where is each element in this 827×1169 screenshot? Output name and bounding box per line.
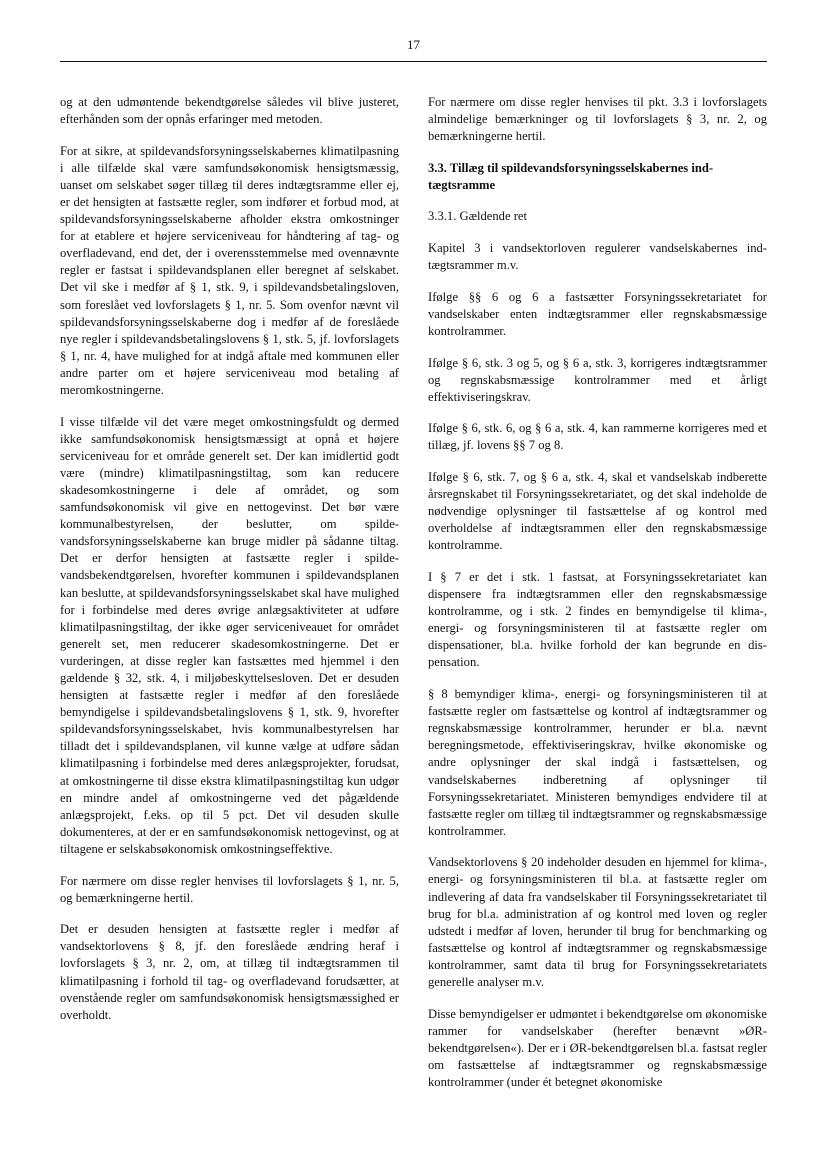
paragraph: Ifølge §§ 6 og 6 a fastsætter Forsyningssekretariatet for vandselskaber enten indtægtsrammer eller regnskabsmæssige kontrolrammer. [428,289,767,338]
paragraph: Kapitel 3 i vandsektorloven regulerer vandselskabernes indtægtsrammer m.v. [428,241,767,273]
left-column [60,94,399,1038]
paragraph: I § 7 er det i stk. 1 fastsat, at Forsyningssekretariatet kan dispensere fra indtægtsrammen eller den regnskabsmæssige kontrolramme, og i stk. 2 findes en bemyndigelse til klima-, energi- og forsyningsministeren til at fastsætte regler om dispensationer, bl.a. hvilke forhold der kan begrunde en dispensation. [428,569,767,670]
subsection-heading: 3.3.1. Gældende ret [428,209,527,224]
page-number: 17 [407,37,420,52]
paragraph: Disse bemyndigelser er udmøntet i bekendtgørelse om økonomiske rammer for vandselskaber (herefter benævnt »ØR-bekendtgørelsen«). Der er i ØR-bekendtgørelsen bl.a. fastsat regler om fastsættelse af indtægtsrammer og regnskabsmæssige kontrolrammer (under ét betegnet økonomiske [428,1006,767,1089]
paragraph: Ifølge § 6, stk. 3 og 5, og § 6 a, stk. 3, korrigeres indtægtsrammer og regnskabsmæssige kontrolrammer med et årligt effektiviseringskrav. [428,355,767,404]
paragraph: For at sikre, at spildevandsforsyningsselskabernes klimatilpasning i alle tilfælde skal være samfundsøkonomisk hensigtsmæssig, uanset om selskabet søger tillæg til deres indtægtsramme eller ej, er det hensigten at fastsætte regler, som indfører et forbud mod, at spildevandsforsyningsselskaberne afholder ekstra omkostninger for at etablere et højere serviceniveau for håndtering af tag- og overfladevand, end det, der i overensstemmelse med ovennævnte regler er fastsat i spildevandsplanen eller beregnet af selskabet. Det vil ske i medfør af § 1, stk. 9, i spildevandsbetalingsloven, som foreslået ved lovforslagets § 1, nr. 5. Som ovenfor nævnt vil spildevandsforsyningsselskaberne dog i medfør af de foreslåede nye regler i spildevandsbetalingslovens § 1, stk. 5, jf. lovforslagets § 1, nr. 4, have mulighed for at indgå aftale med kommunen eller andre parter om et højere serviceniveau mod betaling af meromkostningerne. [60,143,399,397]
paragraph: For nærmere om disse regler henvises til pkt. 3.3 i lovforslagets almindelige bemærkninger og til lovforslagets § 3, nr. 2, og bemærkningerne hertil. [428,95,767,144]
paragraph: § 8 bemyndiger klima-, energi- og forsyningsministeren til at fastsætte regler om fastsættelse og kontrol af indtægtsrammer og regnskabsmæssige kontrolrammer, herunder er bl.a. nævnt beregningsmetode, effektiviseringskrav, hvilke økonomiske og andre oplysninger der skal indgå i fastsættelsen, og vandselskabernes indberetning af oplysninger til Forsyningssekretariatet. Ministeren bemyndiges endvidere til at fastsætte regler om tillæg til indtægtsrammer og regnskabsmæssige kontrolrammer. [428,687,767,838]
paragraph: I visse tilfælde vil det være meget omkostningsfuldt og dermed ikke samfundsøkonomisk hensigtsmæssigt at opnå et højere serviceniveau for et område generelt set. Der kan imidlertid godt være (mindre) klimatilpasningstiltag, som kan reducere skadesomkostningerne i dele af området, og som samfundsøkonomisk vil give en nettogevinst. Det bør være kommunalbestyrelsen, der beslutter, om spildevandsforsyningsselskaberne kan bruge midler på sådanne tiltag. Det er derfor hensigten at fastsætte regler i spildevandsbekendtgørelsen, hvorefter kommunen i spildevandsplanen kan beslutte, at spildevandsforsyningsselskabet skal have mulighed for i forbindelse med deres øvrige anlægsaktiviteter at udføre klimatilpasningstiltag, der ikke øger serviceniveauet for området generelt set, men reducerer skadesomkostningerne. Det er vurderingen, at disse regler kan fastsættes med hjemmel i den gældende § 32, stk. 4, i miljøbeskyttelsesloven. Det er desuden hensigten at fastsætte regler i medfør af den foreslåede bemyndigelse i spildevandsbetalingslovens § 1, stk. 9, hvorefter spildevandsforsyningsselskabet, hvis kommunalbestyrelsen har tilladt det i spildevandsplanen, vil kunne vælge at udføre sådan klimatilpasning i forbindelse med deres anlægsprojekter, forudsat, at omkostningerne til disse ekstra klimatilpasningstiltag kun udgør en mindre andel af omkostningerne ved det pågældende anlægsprojekt, f.eks. op til 5 pct. Det vil desuden skulle dokumenteres, at der er en samfundsøkonomisk nettogevinst, og at tiltagene er selskabsøkonomisk omkostningseffektive. [60,414,399,856]
paragraph: og at den udmøntende bekendtgørelse således vil blive justeret, efterhånden som der opnås erfaringer med metoden. [60,95,399,127]
paragraph: Vandsektorlovens § 20 indeholder desuden en hjemmel for klima-, energi- og forsyningsministeren til bl.a. at fastsætte regler om indlevering af data fra vandselskaber til Forsyningssekretariatet til brug for bl.a. administration af og kontrol med loven og regler udstedt i medfør af loven, herunder til brug for benchmarking og fastsættelse og kontrol af indtægtsrammer og regnskabsmæssige kontrolrammer, samt data til brug for Forsyningssekretariatets generelle analyser m.v. [428,855,767,990]
paragraph: Ifølge § 6, stk. 6, og § 6 a, stk. 4, kan rammerne korrigeres med et tillæg, jf. lovens §§ 7 og 8. [428,421,767,453]
paragraph: Ifølge § 6, stk. 7, og § 6 a, stk. 4, skal et vandselskab indberette årsregnskabet til Forsyningssekretariatet, og det skal indeholde de nødvendige oplysninger til fastsættelse af og kontrol med overholdelse af indtægtsrammen eller den regnskabsmæssige kontrolramme. [428,470,767,553]
paragraph: For nærmere om disse regler henvises til lovforslagets § 1, nr. 5, og bemærkningerne hertil. [60,873,399,905]
header-rule [60,61,767,62]
right-column [428,94,767,1106]
paragraph: Det er desuden hensigten at fastsætte regler i medfør af vandsektorlovens § 8, jf. den foreslåede ændring heraf i lovforslagets § 3, nr. 2, om, at tillæg til indtægtsrammen til klimatilpasning i forhold til tag- og overfladevand forudsætter, at ovenstående regler om samfundsøkonomisk hensigtsmæssighed er overholdt. [60,922,399,1022]
section-heading: 3.3. Tillæg til spildevandsforsyningsselskabernes indtægtsramme [428,160,714,192]
